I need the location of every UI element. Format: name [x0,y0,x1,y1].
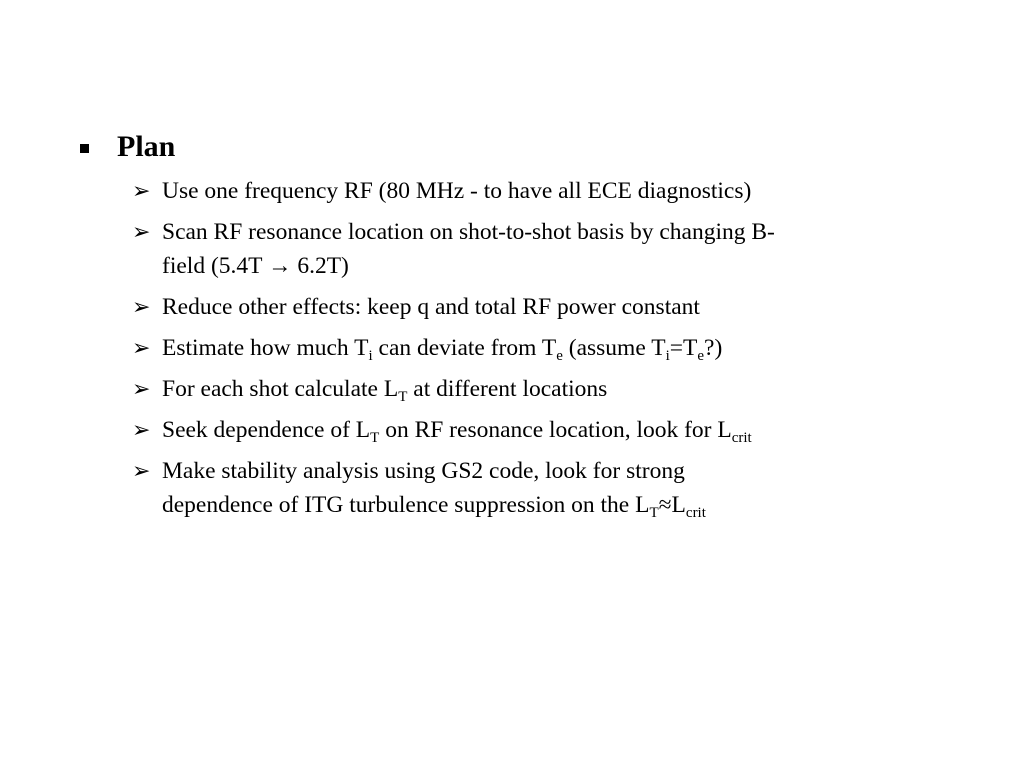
list-item [132,174,912,208]
list-item [132,372,912,406]
square-bullet-icon [80,144,89,153]
item-text: Scan RF resonance location on shot-to-shot basis by changing B- field (5.4T → 6.2T) [162,219,775,279]
item-text: Estimate how much $T_i$ can deviate from $T_e$ (assume $T_i=T_e$?) [162,335,723,364]
list-item [132,413,912,447]
plan-title: Plan [117,130,176,163]
arrow-bullet-icon: ➢ [132,335,151,360]
list-item [132,331,912,365]
item-text: Reduce other effects: keep q and total RF power constant [162,294,700,320]
list-item [132,290,912,324]
item-text: Use one frequency RF (80 MHz - to have all ECE diagnostics) [162,178,752,204]
item-text: Make stability analysis using GS2 code, look for strong dependence of ITG turbulence suppression on the $L_T\approx L_{crit}$ [162,458,706,521]
arrow-bullet-icon: ➢ [132,417,151,442]
arrow-bullet-icon: ➢ [132,376,151,401]
arrow-bullet-icon: ➢ [132,458,151,483]
list-item [132,454,912,522]
plan-heading [80,129,175,165]
item-text: Seek dependence of $L_T$ on RF resonance location, look for $L_{crit}$ [162,417,752,446]
arrow-bullet-icon: ➢ [132,219,151,244]
arrow-bullet-icon: ➢ [132,178,151,203]
list-item [132,215,912,283]
item-text: For each shot calculate $L_T$ at different locations [162,376,608,405]
arrow-bullet-icon: ➢ [132,294,151,319]
